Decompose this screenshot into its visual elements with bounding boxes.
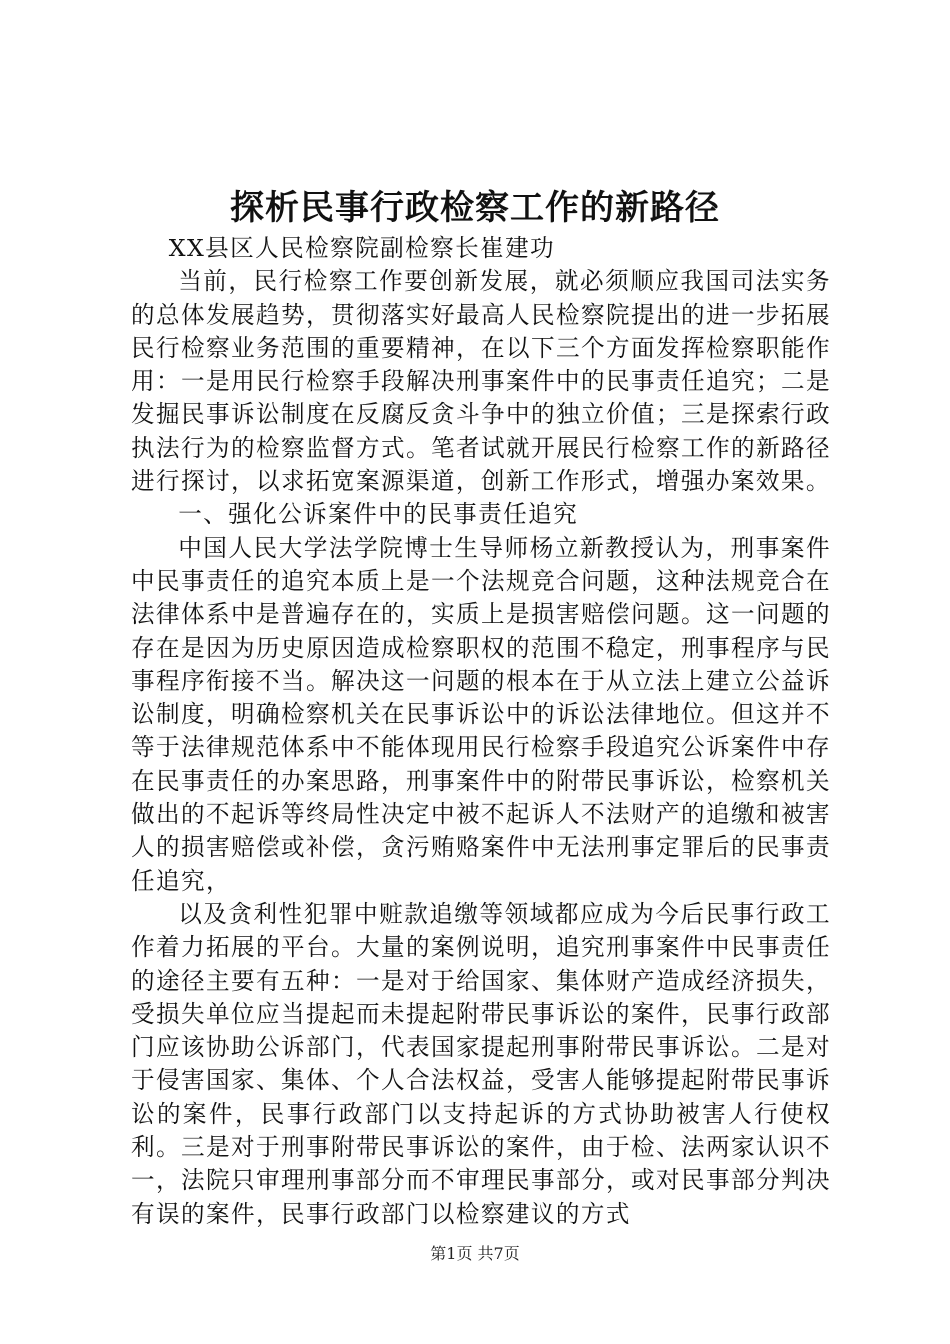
author-line: XX县区人民检察院副检察长崔建功 (168, 234, 556, 262)
section-heading-1: 一、强化公诉案件中的民事责任追究 (178, 500, 579, 529)
paragraph-3: 以及贪利性犯罪中赃款追缴等领域都应成为今后民事行政工作着力拓展的平台。大量的案例说明，追究刑事案件中民事责任的途径主要有五种：一是对于给国家、集体财产造成经济损失，受损失单位应当提起而未提起附带民事诉讼的案件，民事行政部门应该协助公诉部门，代表国家提起刑事附带民事诉讼。二是对于侵害国家、集体、个人合法权益，受害人能够提起附带民事诉讼的案件，民事行政部门以支持起诉的方式协助被害人行使权利。三是对于刑事附带民事诉讼的案件，由于检、法两家认识不一，法院只审理刑事部分而不审理民事部分，或对民事部分判决有误的案件，民事行政部门以检察建议的方式 (131, 899, 831, 1228)
document-title: 探析民事行政检察工作的新路径 (230, 188, 720, 228)
document-body (131, 232, 831, 1231)
paragraph-intro: 当前，民行检察工作要创新发展，就必须顺应我国司法实务的总体发展趋势，贯彻落实好最高人民检察院提出的进一步拓展民行检察业务范围的重要精神，在以下三个方面发挥检察职能作用：一是用民行检察手段解决刑事案件中的民事责任追究；二是发掘民事诉讼制度在反腐反贪斗争中的独立价值；三是探索行政执法行为的检察监督方式。笔者试就开展民行检察工作的新路径进行探讨，以求拓宽案源渠道，创新工作形式，增强办案效果。 (131, 267, 831, 496)
paragraph-2: 中国人民大学法学院博士生导师杨立新教授认为，刑事案件中民事责任的追究本质上是一个法规竞合问题，这种法规竞合在法律体系中是普遍存在的，实质上是损害赔偿问题。这一问题的存在是因为历史原因造成检察职权的范围不稳定，刑事程序与民事程序衔接不当。解决这一问题的根本在于从立法上建立公益诉讼制度，明确检察机关在民事诉讼中的诉讼法律地位。但这并不等于法律规范体系中不能体现用民行检察手段追究公诉案件中存在民事责任的办案思路，刑事案件中的附带民事诉讼，检察机关做出的不起诉等终局性决定中被不起诉人不法财产的追缴和被害人的损害赔偿或补偿，贪污贿赂案件中无法刑事定罪后的民事责任追究， (131, 533, 831, 895)
page-footer: 第1页 共7页 (430, 1244, 520, 1263)
